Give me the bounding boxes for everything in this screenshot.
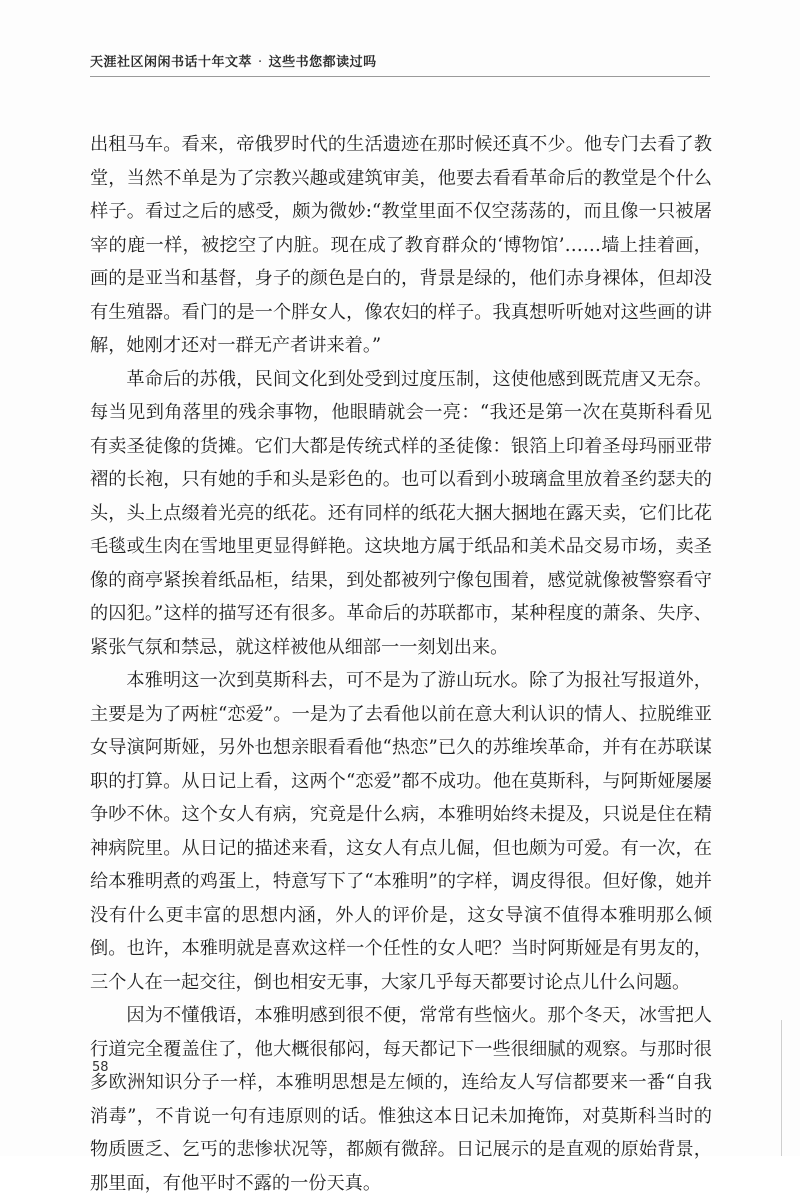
section-title: 这些书您都读过吗 [268,55,377,70]
paragraph: 革命后的苏俄，民间文化到处受到过度压制，这使他感到既荒唐又无奈。每当见到角落里的残余事物，他眼睛就会一亮：“我还是第一次在莫斯科看见有卖圣徒像的货摊。它们大都是传统式样的圣徒像：银箔上印着圣母玛丽亚带褶的长袍，只有她的手和头是彩色的。也可以看到小玻璃盒里放着圣约瑟夫的头，头上点缀着光亮的纸花。还有同样的纸花大捆大捆地在露天卖，它们比花毛毯或生肉在雪地里更显得鲜艳。这块地方属于纸品和美术品交易市场，卖圣像的商亭紧挨着纸品柜，结果，到处都被列宁像包围着，感觉就像被警察看守的囚犯。”这样的描写还有很多。革命后的苏联都市，某种程度的萧条、失序、紧张气氛和禁忌，就这样被他从细部一一刻划出来。 [90,368,712,658]
paragraph: 因为不懂俄语，本雅明感到很不便，常常有些恼火。那个冬天，冰雪把人行道完全覆盖住了，他大概很郁闷，每天都记下一些很细腻的观察。与那时很多欧洲知识分子一样，本雅明思想是左倾的，连给友人写信都要来一番“自我消毒”，不肯说一句有违原则的话。惟独这本日记未加掩饰，对莫斯科当时的物质匮乏、乞丐的悲惨状况等，都颇有微辞。日记展示的是直观的原始背景，那里面，有他平时不露的一份天真。 [90,1005,712,1194]
book-title: 天涯社区闲闲书话十年文萃 [90,55,253,70]
page-number: 58 [92,1060,109,1075]
running-header [90,51,377,70]
paragraph-continued: 出租马车。看来，帝俄罗时代的生活遗迹在那时候还真不少。他专门去看了教堂，当然不单是为了宗教兴趣或建筑审美，他要去看看革命后的教堂是个什么样子。看过之后的感受，颇为微妙:“教堂里面不仅空荡荡的，而且像一只被屠宰的鹿一样，被挖空了内脏。现在成了教育群众的‘博物馆’……墙上挂着画，画的是亚当和基督，身子的颜色是白的，背景是绿的，他们赤身裸体，但却没有生殖器。看门的是一个胖女人，像农妇的样子。我真想听听她对这些画的讲解，她刚才还对一群无产者讲来着。” [90,134,712,356]
body-text [90,128,712,1200]
header-separator: · [258,55,263,70]
paragraph: 本雅明这一次到莫斯科去，可不是为了游山玩水。除了为报社写报道外，主要是为了两桩“恋爱”。一是为了去看他以前在意大利认识的情人、拉脱维亚女导演阿斯娅，另外也想亲眼看看他“热恋”已久的苏维埃革命，并有在苏联谋职的打算。从日记上看，这两个“恋爱”都不成功。他在莫斯科，与阿斯娅屡屡争吵不休。这个女人有病，究竟是什么病，本雅明始终未提及，只说是住在精神病院里。从日记的描述来看，这女人有点儿倔，但也颇为可爱。有一次，在给本雅明煮的鸡蛋上，特意写下了“本雅明”的字样，调皮得很。但好像，她并没有什么更丰富的思想内涵，外人的评价是，这女导演不值得本雅明那么倾倒。也许，本雅明就是喜欢这样一个任性的女人吧？当时阿斯娅是有男友的，三个人在一起交往，倒也相安无事，大家几乎每天都要讨论点儿什么问题。 [90,670,712,993]
page-edge-line [781,1020,782,1156]
header-rule [90,76,710,77]
